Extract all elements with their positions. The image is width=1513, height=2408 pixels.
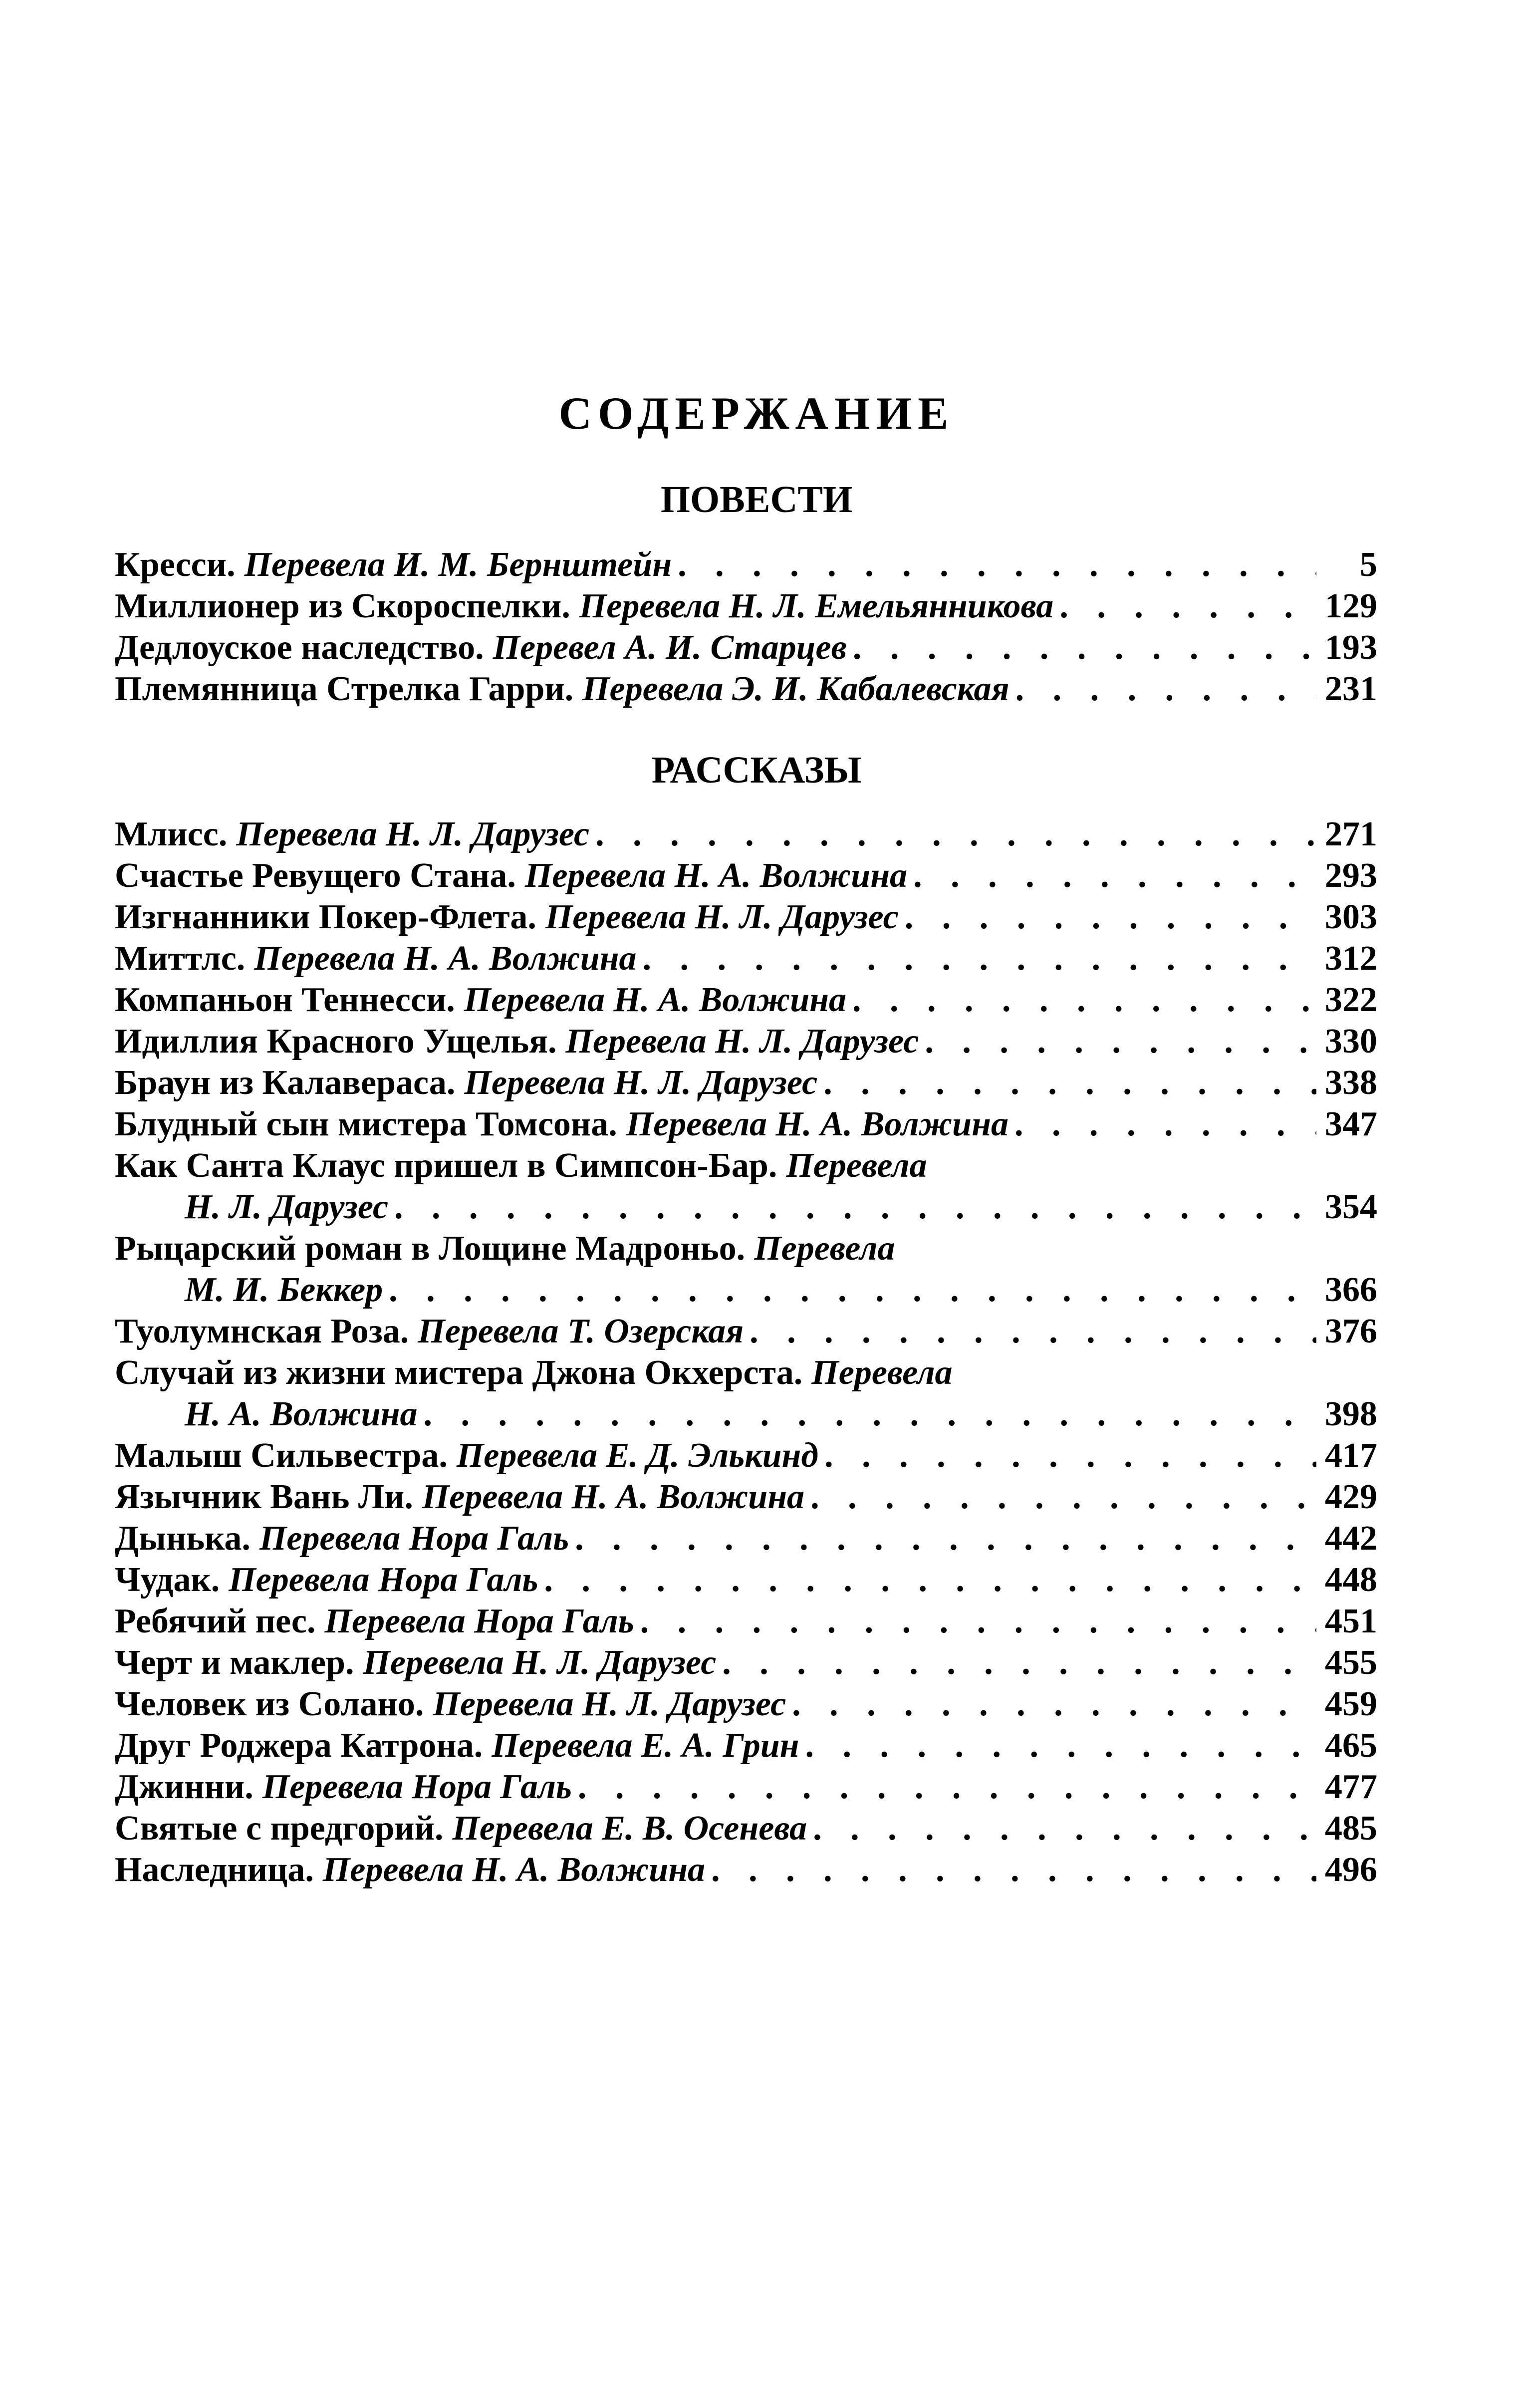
entry-title: Миллионер из Скороспелки. — [115, 587, 570, 625]
entry-translator: Перевела Нора Галь — [324, 1602, 634, 1640]
dot-leader — [722, 1642, 1316, 1683]
entry-title: Компаньон Теннесси. — [115, 981, 455, 1019]
toc-entry-line — [115, 1311, 1377, 1352]
toc-entry — [115, 1601, 1377, 1642]
toc-entry-line — [115, 627, 1377, 668]
entry-page-number: 451 — [1325, 1602, 1377, 1640]
entry-translator: Перевела Н. Л. Емельянникова — [579, 587, 1054, 625]
toc-entry — [115, 1228, 1377, 1311]
dot-leader — [913, 855, 1316, 896]
dot-leader — [595, 813, 1316, 855]
entry-title: Чудак. — [115, 1561, 220, 1599]
entry-page-number: 338 — [1325, 1064, 1377, 1102]
toc-entry-line — [115, 1559, 1377, 1601]
entry-title: Дедлоуское наследство. — [115, 628, 484, 667]
dot-leader — [1059, 585, 1316, 627]
entry-translator: Перевела Н. А. Волжина — [254, 939, 637, 978]
entry-title: Язычник Вань Ли. — [115, 1478, 413, 1516]
page-title: СОДЕРЖАНИЕ — [558, 388, 955, 439]
toc-entry — [115, 668, 1377, 710]
entry-page-number: 398 — [1325, 1395, 1377, 1433]
toc-entry-line — [115, 1849, 1377, 1890]
toc-entry — [115, 1103, 1377, 1145]
entry-translator-cont: Н. Л. Дарузес — [185, 1188, 389, 1226]
toc-entry-line — [115, 1476, 1377, 1518]
section-heading-rasskazy: РАССКАЗЫ — [651, 749, 862, 791]
entry-page-number: 448 — [1325, 1561, 1377, 1599]
entry-translator: Перевела Е. В. Осенева — [452, 1809, 807, 1848]
entry-page-number: 193 — [1325, 628, 1377, 667]
entry-page-number: 330 — [1325, 1022, 1377, 1061]
entry-title: Счастье Ревущего Стана. — [115, 856, 516, 895]
entry-translator: Перевела Н. А. Волжина — [626, 1105, 1009, 1143]
toc-entry-line — [115, 585, 1377, 627]
entry-page-number: 366 — [1325, 1271, 1377, 1309]
entry-title: Человек из Солано. — [115, 1685, 424, 1723]
entry-title: Случай из жизни мистера Джона Окхерста. — [115, 1353, 803, 1392]
dot-leader — [805, 1725, 1317, 1766]
dot-leader — [810, 1476, 1316, 1518]
entry-translator: Перевела Т. Озерская — [418, 1312, 744, 1350]
entry-translator: Перевела Н. Л. Дарузес — [236, 815, 590, 853]
toc-entry-line — [115, 1518, 1377, 1559]
dot-leader — [640, 1601, 1316, 1642]
entry-page-number: 293 — [1325, 856, 1377, 895]
toc-entry — [115, 1808, 1377, 1849]
toc-entry — [115, 1559, 1377, 1601]
toc-entry — [115, 1849, 1377, 1890]
toc-entry-line — [115, 668, 1377, 710]
entry-translator: Перевела Нора Галь — [229, 1561, 538, 1599]
entry-title: Блудный сын мистера Томсона. — [115, 1105, 617, 1143]
dot-leader — [853, 627, 1316, 668]
entry-page-number: 231 — [1325, 670, 1377, 708]
dot-leader — [389, 1269, 1316, 1311]
toc-entry — [115, 979, 1377, 1021]
dot-leader — [905, 896, 1316, 938]
dot-leader — [925, 1021, 1316, 1062]
toc-entry — [115, 1518, 1377, 1559]
dot-leader — [824, 1435, 1316, 1476]
entry-translator-cont: Н. А. Волжина — [185, 1395, 418, 1433]
entry-translator: Перевела — [754, 1229, 895, 1268]
entry-title: Туолумнская Роза. — [115, 1312, 409, 1350]
entry-title: Как Санта Клаус пришел в Симпсон-Бар. — [115, 1146, 777, 1185]
entry-page-number: 442 — [1325, 1519, 1377, 1558]
toc-entry-line — [115, 1062, 1377, 1103]
entry-title: Кресси. — [115, 545, 236, 584]
entry-page-number: 496 — [1325, 1851, 1377, 1889]
entry-page-number: 429 — [1325, 1478, 1377, 1516]
toc-entry-line — [115, 1766, 1377, 1808]
toc-entry-line — [115, 1808, 1377, 1849]
entry-title: Изгнанники Покер-Флета. — [115, 898, 536, 936]
entry-page-number: 129 — [1325, 587, 1377, 625]
entry-translator: Перевела Н. Л. Дарузес — [565, 1022, 919, 1061]
toc-entry — [115, 938, 1377, 979]
entry-translator: Перевела Нора Галь — [262, 1768, 572, 1806]
entry-translator: Перевела Н. А. Волжина — [422, 1478, 805, 1516]
toc-entry-line2 — [115, 1393, 1377, 1435]
entry-page-number: 5 — [1360, 545, 1377, 584]
toc-entry-line1 — [115, 1352, 1377, 1393]
entry-translator: Перевела Н. Л. Дарузес — [545, 898, 899, 936]
toc-entry-line — [115, 1435, 1377, 1476]
toc-entry — [115, 627, 1377, 668]
entry-title: Рыцарский роман в Лощине Мадроньо. — [115, 1229, 746, 1268]
dot-leader — [544, 1559, 1316, 1601]
dot-leader — [578, 1766, 1316, 1808]
toc-entry-line — [115, 813, 1377, 855]
dot-leader — [643, 938, 1317, 979]
entry-page-number: 485 — [1325, 1809, 1377, 1848]
toc-entry — [115, 1352, 1377, 1435]
entry-page-number: 347 — [1325, 1105, 1377, 1143]
dot-leader — [792, 1683, 1316, 1725]
toc-entry-line — [115, 544, 1377, 585]
entry-title: Джинни. — [115, 1768, 253, 1806]
entry-translator: Перевела Е. Д. Элькинд — [456, 1436, 819, 1475]
toc-entry — [115, 855, 1377, 896]
toc-entry-line — [115, 1103, 1377, 1145]
dot-leader — [575, 1518, 1316, 1559]
toc-entry — [115, 544, 1377, 585]
entry-page-number: 303 — [1325, 898, 1377, 936]
toc-entry — [115, 1642, 1377, 1683]
entry-title: Друг Роджера Катрона. — [115, 1726, 483, 1765]
toc-entry — [115, 1311, 1377, 1352]
entry-title: Идиллия Красного Ущелья. — [115, 1022, 557, 1061]
toc-entry — [115, 585, 1377, 627]
entry-page-number: 322 — [1325, 981, 1377, 1019]
toc-entry-line — [115, 1725, 1377, 1766]
toc-entry — [115, 1766, 1377, 1808]
toc-entry-line — [115, 1601, 1377, 1642]
toc-entry-line2 — [115, 1186, 1377, 1228]
toc-entry — [115, 1476, 1377, 1518]
entry-title: Черт и маклер. — [115, 1643, 354, 1682]
entry-title: Ребячий пес. — [115, 1602, 316, 1640]
toc-entry-line1 — [115, 1145, 1377, 1186]
toc-entry-line — [115, 1683, 1377, 1725]
entry-title: Млисс. — [115, 815, 228, 853]
toc-entry — [115, 896, 1377, 938]
entry-title: Дынька. — [115, 1519, 251, 1558]
dot-leader — [394, 1186, 1316, 1228]
toc-entry — [115, 1435, 1377, 1476]
entry-translator: Перевела Н. Л. Дарузес — [433, 1685, 786, 1723]
dot-leader — [711, 1849, 1316, 1890]
toc-entry-line2 — [115, 1269, 1377, 1311]
entry-page-number: 477 — [1325, 1768, 1377, 1806]
entry-title: Миттлс. — [115, 939, 246, 978]
toc-entry — [115, 1725, 1377, 1766]
entry-translator: Перевела Н. Л. Дарузес — [464, 1064, 818, 1102]
entry-title: Браун из Калавераса. — [115, 1064, 456, 1102]
entry-page-number: 465 — [1325, 1726, 1377, 1765]
toc-entry-line — [115, 1642, 1377, 1683]
toc-entry-line1 — [115, 1228, 1377, 1269]
entry-page-number: 417 — [1325, 1436, 1377, 1475]
toc-entry-line — [115, 979, 1377, 1021]
section-heading-povesti: ПОВЕСТИ — [660, 479, 853, 521]
entry-title: Святые с предгорий. — [115, 1809, 444, 1848]
dot-leader — [1015, 668, 1316, 710]
entry-translator: Перевела Е. А. Грин — [492, 1726, 799, 1765]
dot-leader — [678, 544, 1316, 585]
toc-entry-line — [115, 855, 1377, 896]
entry-translator: Перевел А. И. Старцев — [493, 628, 847, 667]
entry-translator: Перевела Н. Л. Дарузес — [363, 1643, 717, 1682]
dot-leader — [423, 1393, 1316, 1435]
entry-translator: Перевела Н. А. Волжина — [322, 1851, 706, 1889]
entry-page-number: 376 — [1325, 1312, 1377, 1350]
dot-leader — [1014, 1103, 1316, 1145]
toc-list-rasskazy — [115, 813, 1377, 1890]
toc-entry — [115, 813, 1377, 855]
entry-title: Наследница. — [115, 1851, 314, 1889]
toc-entry — [115, 1145, 1377, 1228]
entry-translator: Перевела — [786, 1146, 927, 1185]
dot-leader — [813, 1808, 1316, 1849]
entry-translator: Перевела Н. А. Волжина — [524, 856, 908, 895]
dot-leader — [823, 1062, 1316, 1103]
entry-page-number: 271 — [1325, 815, 1377, 853]
toc-entry — [115, 1021, 1377, 1062]
toc-entry-line — [115, 938, 1377, 979]
entry-translator: Перевела — [811, 1353, 953, 1392]
entry-page-number: 354 — [1325, 1188, 1377, 1226]
toc-list-povesti — [115, 544, 1377, 710]
toc-entry-line — [115, 1021, 1377, 1062]
entry-page-number: 312 — [1325, 939, 1377, 978]
toc-entry-line — [115, 896, 1377, 938]
entry-translator: Перевела Э. И. Кабалевская — [582, 670, 1009, 708]
entry-page-number: 455 — [1325, 1643, 1377, 1682]
entry-page-number: 459 — [1325, 1685, 1377, 1723]
toc-entry — [115, 1062, 1377, 1103]
toc-entry — [115, 1683, 1377, 1725]
entry-translator-cont: М. И. Беккер — [185, 1271, 383, 1309]
entry-title: Малыш Сильвестра. — [115, 1436, 448, 1475]
entry-translator: Перевела Н. А. Волжина — [464, 981, 847, 1019]
dot-leader — [750, 1311, 1316, 1352]
entry-translator: Перевела И. М. Бернштейн — [244, 545, 672, 584]
dot-leader — [852, 979, 1316, 1021]
entry-translator: Перевела Нора Галь — [259, 1519, 569, 1558]
entry-title: Племянница Стрелка Гарри. — [115, 670, 574, 708]
